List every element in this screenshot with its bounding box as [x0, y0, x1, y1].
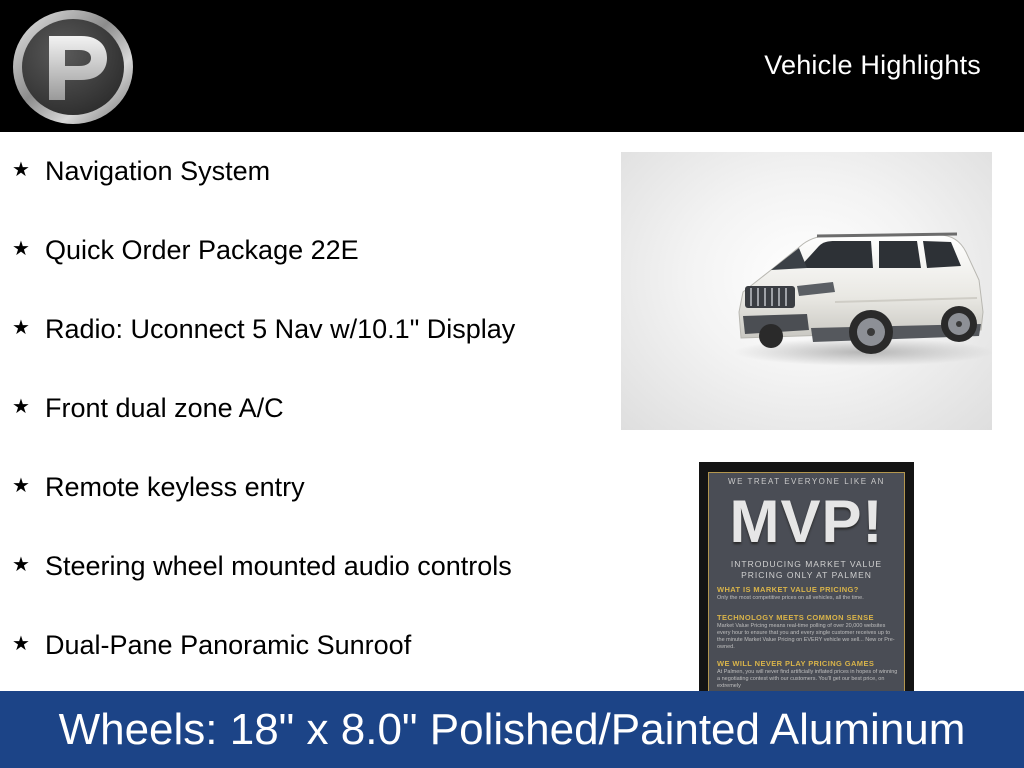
feature-item — [12, 155, 270, 195]
mvp-section-title: WHAT IS MARKET VALUE PRICING? — [717, 585, 859, 594]
p-badge-logo — [11, 8, 135, 126]
mvp-section-body: At Palmen, you will never find artificially inflated prices in hopes of winning a negotiating contest with our customers. You'll get our best price, on extremely — [717, 669, 898, 689]
feature-item — [12, 471, 305, 511]
header-bar — [0, 0, 1024, 132]
mvp-section-title: WE WILL NEVER PLAY PRICING GAMES — [717, 659, 875, 668]
mvp-section-body: Only the most competitive prices on all vehicles, all the time. — [717, 595, 864, 601]
front-wheel — [849, 310, 893, 354]
feature-label: Front dual zone A/C — [45, 393, 284, 423]
mvp-headline: MVP! — [729, 488, 884, 555]
feature-label: Steering wheel mounted audio controls — [45, 551, 512, 581]
mvp-section-title: TECHNOLOGY MEETS COMMON SENSE — [717, 613, 874, 622]
feature-item — [12, 629, 411, 669]
feature-label: Quick Order Package 22E — [45, 235, 359, 265]
wheels-highlight: Wheels: 18" x 8.0" Polished/Painted Aluminum — [58, 705, 966, 754]
feature-label: Dual-Pane Panoramic Sunroof — [45, 630, 412, 660]
feature-item — [12, 313, 515, 353]
page-title: Vehicle Highlights — [764, 50, 981, 80]
star-icon: ★ — [12, 317, 30, 339]
mvp-flyer-panel — [708, 472, 905, 691]
vehicle-photo — [621, 152, 992, 430]
feature-label: Navigation System — [45, 156, 271, 186]
feature-item — [12, 550, 512, 590]
mvp-pricing-flyer — [699, 462, 914, 691]
star-icon: ★ — [12, 396, 30, 418]
feature-item — [12, 392, 284, 432]
rear-wheel — [941, 306, 977, 342]
feature-label: Radio: Uconnect 5 Nav w/10.1" Display — [45, 314, 516, 344]
feature-label: Remote keyless entry — [45, 472, 305, 502]
star-icon: ★ — [12, 475, 30, 497]
star-icon: ★ — [12, 159, 30, 181]
feature-item — [12, 234, 359, 274]
mvp-section-body: Market Value Pricing means real-time polling of over 20,000 websites every hour to ensure that you and every single customer receives up to the minute Market Value Pricing on EVERY vehicle we sell... New or Pre-owned. — [717, 623, 895, 650]
suv-illustration — [621, 152, 992, 430]
mvp-top-line: WE TREAT EVERYONE LIKE AN — [728, 477, 885, 486]
star-icon: ★ — [12, 633, 30, 655]
star-icon: ★ — [12, 238, 30, 260]
mvp-subline: INTRODUCING MARKET VALUE PRICING ONLY AT PALMEN — [730, 559, 883, 580]
footer-banner — [0, 691, 1024, 768]
star-icon: ★ — [12, 554, 30, 576]
